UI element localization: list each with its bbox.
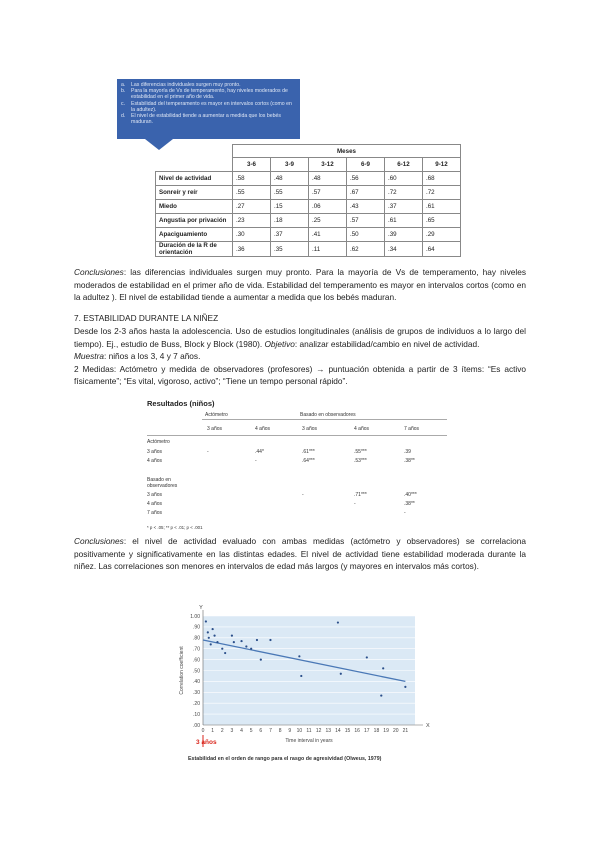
callout-list [117,79,300,125]
table-cell: .55 [233,186,271,200]
table-cell: .68 [423,172,461,186]
x-tick-label: 18 [373,728,380,734]
data-point [382,667,384,669]
x-tick-label: 17 [364,728,370,734]
data-point [260,659,262,661]
x-tick-label: 0 [201,728,205,734]
conclusions-text: : las diferencias individuales surgen muy pronto. Para la mayoría de Vs de temperamento, hay niveles moderados de estabilidad en el primer año de vida. Estabilidad del temperamento es mayor en intervalos cortos (como en la adultez ). El nivel de estabilidad tiende a aumentar a medida que los bebés maduran. [74,267,526,302]
x-tick-label: 8 [278,728,282,734]
table-cell: .36 [233,242,271,257]
table-cell: .43 [347,200,385,214]
table-cell: .23 [233,214,271,228]
data-point [269,639,271,641]
data-point [212,628,214,630]
callout-box [117,79,300,139]
callout-item-letter: c. [121,100,126,107]
x-axis-letter: X [426,723,430,729]
x-tick-label: 9 [288,728,292,734]
column-header: 6-9 [347,158,385,172]
table-cell: .55 [271,186,309,200]
callout-item-text: Estabilidad del temperamento es mayor en intervalos cortos (como en la adultez). [131,100,292,113]
callout-item-text: Para la mayoría de Vs de temperamento, hay niveles moderados de estabilidad en el primer año de vida. [131,88,288,101]
table-cell: .29 [423,228,461,242]
conclusions-text-2: : el nivel de actividad evaluado con ambas medidas (actómetro y observadores) se correlaciona positivamente y significativamente en las distintas edades. El nivel de actividad tiene estabilidad moderada durante la niñez. Las correlaciones son menores en intervalos de edad más largos (y mayores en intervalos más cortos). [74,536,526,571]
conclusions-label-2: Conclusiones [74,536,124,546]
y-tick-label: .50 [193,668,200,675]
x-tick-label: 20 [392,728,399,734]
table-cell: - [354,501,356,507]
row-label: 3 años [147,492,163,498]
x-tick-label: 11 [306,728,312,734]
x-tick-label: 6 [259,728,263,734]
aggression-stability-chart [175,605,430,748]
y-tick-label: .30 [193,690,200,697]
y-tick-label: 1.00 [190,613,200,620]
table-cell: - [404,510,406,516]
row-label: Apaciguamiento [156,228,233,242]
data-point [298,655,300,657]
table-cell: .48 [271,172,309,186]
table-cell: .15 [271,200,309,214]
x-tick-label: 1 [211,728,215,734]
months-header: Meses [233,145,461,158]
column-header: 4 años [255,426,271,432]
table-cell: .37 [271,228,309,242]
table-cell: .56 [347,172,385,186]
column-header: 7 años [404,426,420,432]
x-tick-label: 4 [240,728,243,734]
row-label: Duración de la R de orientación [156,242,233,257]
row-label: Sonreír y reír [156,186,233,200]
x-tick-label: 7 [269,728,272,734]
table-cell: .38** [404,501,415,507]
empty-corner [156,158,233,172]
row-label: Angustia por privación [156,214,233,228]
y-tick-label: .80 [193,635,200,642]
x-tick-label: 19 [383,728,389,734]
data-point [366,656,368,658]
group-header-actometer: Actómetro [205,412,228,418]
header-rule-2 [147,435,447,436]
results-title: Resultados (niños) [147,399,215,408]
table-cell: .11 [309,242,347,257]
data-point [216,641,218,643]
callout-item-text: El nivel de estabilidad tiende a aumentar a medida que los bebés maduran. [131,113,281,126]
table-row [156,242,461,257]
data-point [404,686,406,688]
callout-item-letter: d. [121,113,126,120]
data-point [207,631,209,633]
data-point [210,643,212,645]
table-cell: .61 [385,214,423,228]
table-cell: - [255,458,257,464]
column-header: 4 años [354,426,370,432]
data-point [205,620,207,622]
column-header: 3-6 [233,158,271,172]
data-point [300,675,302,677]
x-tick-label: 14 [335,728,341,734]
table-cell: - [302,492,304,498]
row-label: 4 años [147,458,163,464]
y-tick-label: .40 [193,679,200,686]
column-header: 6-12 [385,158,423,172]
y-axis-title: Correlation coefficient [179,646,185,695]
x-tick-label: 10 [296,728,303,734]
table-cell: .58 [233,172,271,186]
section-label-actometer: Actómetro [147,439,170,445]
data-point [213,635,215,637]
sample-text: : niños a los 3, 4 y 7 años. [103,351,201,361]
y-tick-label: .90 [193,624,200,631]
x-axis-title: Time interval in years [285,738,333,744]
y-tick-label: .10 [193,711,200,718]
table-cell: .55*** [354,449,367,455]
column-header: 3-9 [271,158,309,172]
row-label: Miedo [156,200,233,214]
y-tick-label: .20 [193,701,200,707]
conclusions-paragraph-2 [74,535,526,573]
table-cell: .06 [309,200,347,214]
table-cell: .50 [347,228,385,242]
sample-label: Muestra [74,351,104,361]
empty-corner [156,145,233,158]
table-cell: .65 [423,214,461,228]
results-children-table [147,399,447,529]
table-cell: .41 [309,228,347,242]
x-tick-label: 12 [315,728,322,734]
table-cell: .39 [404,449,411,455]
callout-item-text: Las diferencias individuales surgen muy pronto. [131,82,241,88]
row-label: 7 años [147,510,163,516]
table-row [156,186,461,200]
table-cell: .60 [385,172,423,186]
significance-note: * p < .05; ** p < .01; p < .001 [147,525,203,530]
data-point [250,648,252,650]
y-tick-label: .00 [193,722,200,729]
table-cell: .39 [385,228,423,242]
table-cell: .44* [255,449,264,455]
table-cell: .57 [347,214,385,228]
row-label: Nivel de actividad [156,172,233,186]
table-cell: .37 [385,200,423,214]
temperament-stability-table [155,144,461,257]
table-cell: .62 [347,242,385,257]
x-tick-label: 3 [230,728,234,734]
table-cell: .72 [423,186,461,200]
study-description: Desde los 2-3 años hasta la adolescencia. Uso de estudios longitudinales (análisis de grupos de individuos a lo largo del tiempo). Ej., estudio de Buss, Block y Block (1980). [74,326,526,349]
section-label-observers-2: observadores [147,483,178,489]
callout-item-letter: b. [121,88,126,95]
data-point [231,635,233,637]
row-label: 4 años [147,501,163,507]
table-cell: .71*** [354,492,367,498]
callout-item [121,101,296,113]
table-cell: .27 [233,200,271,214]
group-header-observers: Basado en observadores [300,412,356,418]
table-cell: .34 [385,242,423,257]
data-point [340,673,342,675]
chart-caption: Estabilidad en el orden de rango para el rasgo de agresividad (Olweus, 1979) [188,756,382,762]
table-cell: .67 [347,186,385,200]
section-paragraph [74,325,526,388]
three-years-marker-label: 3 años [196,739,217,746]
x-tick-label: 2 [220,728,224,734]
data-point [256,639,258,641]
table-cell: .40*** [404,492,417,498]
table-row [156,228,461,242]
x-tick-label: 13 [325,728,332,734]
table-cell: .25 [309,214,347,228]
objective-text: : analizar estabilidad/cambio en nivel de actividad. [294,338,480,349]
header-rule [202,419,447,420]
column-header: 3-12 [309,158,347,172]
measures-text: 2 Medidas: Actómetro y medida de observadores (profesores) → puntuación obtenida a partir de 3 ítems: “Es activo físicamente”; “Es vital, vigoroso, activo”; “Tiene un tempo personal rápido”. [74,363,526,386]
table-cell: .72 [385,186,423,200]
data-point [233,641,235,643]
table-cell: .38** [404,458,415,464]
section-label-observers-1: Basado en [147,477,171,483]
x-tick-label: 5 [249,728,253,734]
data-point [245,645,247,647]
data-point [240,640,242,642]
table-row [156,214,461,228]
data-point [208,637,210,639]
column-header: 3 años [302,426,318,432]
table-cell: .64 [423,242,461,257]
y-tick-label: .70 [193,646,200,653]
table-cell: .35 [271,242,309,257]
row-label: 3 años [147,449,163,455]
table-cell: - [207,449,209,455]
callout-item [121,113,296,125]
x-tick-label: 16 [354,728,360,734]
objective-label: Objetivo [264,338,295,349]
conclusions-paragraph-1 [74,266,526,304]
table-cell: .57 [309,186,347,200]
table-cell: .64*** [302,458,315,464]
table-cell: .48 [309,172,347,186]
table-row [156,200,461,214]
data-point [224,652,226,654]
data-point [380,694,382,696]
data-point [221,648,223,650]
conclusions-label: Conclusiones [74,267,124,277]
column-header: 3 años [207,426,223,432]
table-cell: .61 [423,200,461,214]
x-tick-label: 21 [402,728,409,734]
table-cell: .30 [233,228,271,242]
table-row [156,172,461,186]
callout-item-letter: a. [121,82,126,88]
column-header: 9-12 [423,158,461,172]
table-cell: .18 [271,214,309,228]
y-axis-letter: Y [199,605,203,611]
section-heading: 7. ESTABILIDAD DURANTE LA NIÑEZ [74,313,219,323]
x-tick-label: 15 [344,728,351,734]
callout-item [121,88,296,100]
table-cell: .61*** [302,449,315,455]
data-point [337,621,339,623]
y-tick-label: .60 [193,657,200,664]
table-cell: .53*** [354,458,367,464]
